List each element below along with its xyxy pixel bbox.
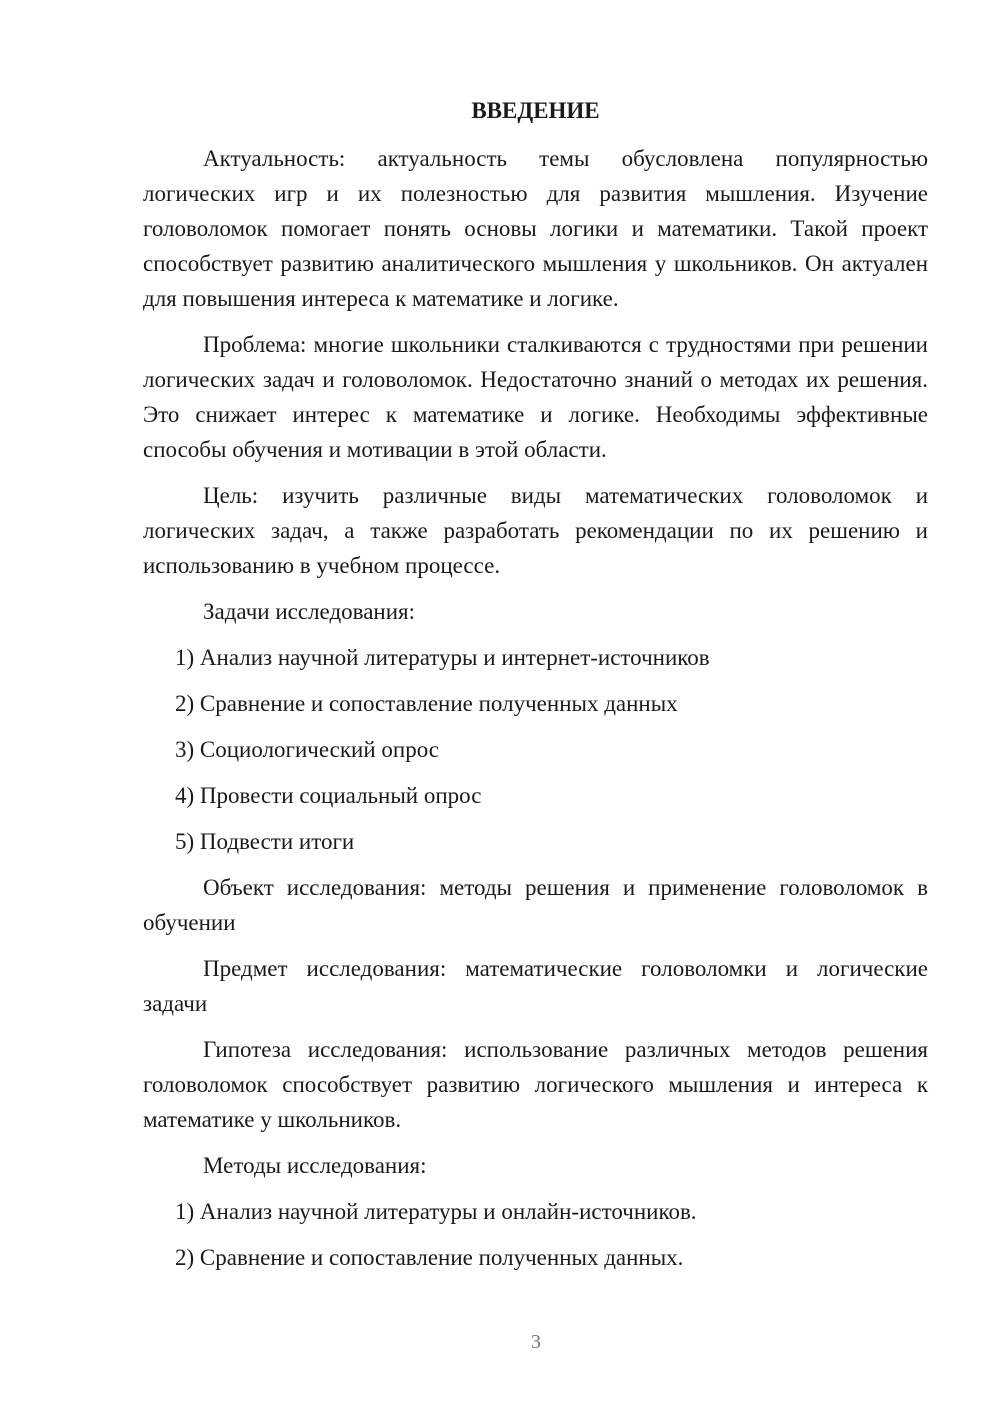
- page-number: 3: [531, 1331, 541, 1353]
- problem-paragraph: Проблема: многие школьники сталкиваются с трудностями при решении логических задач и головоломок. Недостаточно знаний о методах их решения. Это снижает интерес к математике и логике. Необходимы эффективные способы обучения и мотивации в этой области.: [143, 332, 928, 462]
- list-item: 4) Провести социальный опрос: [175, 783, 482, 808]
- methods-list: [143, 1194, 928, 1275]
- object-paragraph: Объект исследования: методы решения и применение головоломок в обучении: [143, 875, 928, 935]
- list-item: 2) Сравнение и сопоставление полученных данных.: [175, 1245, 684, 1270]
- tasks-list: [143, 640, 928, 859]
- section-title: ВВЕДЕНИЕ: [471, 98, 600, 123]
- goal-paragraph: Цель: изучить различные виды математических головоломок и логических задач, а также разработать рекомендации по их решению и использованию в учебном процессе.: [143, 483, 928, 578]
- methods-label: Методы исследования:: [203, 1153, 427, 1178]
- tasks-label: Задачи исследования:: [203, 599, 416, 624]
- hypothesis-paragraph: Гипотеза исследования: использование различных методов решения головоломок способствует развитию логического мышления и интереса к математике у школьников.: [143, 1037, 928, 1132]
- subject-paragraph: Предмет исследования: математические головоломки и логические задачи: [143, 956, 928, 1016]
- list-item: 2) Сравнение и сопоставление полученных данных: [175, 691, 678, 716]
- list-item: 5) Подвести итоги: [175, 829, 355, 854]
- list-item: 3) Социологический опрос: [175, 737, 439, 762]
- list-item: 1) Анализ научной литературы и интернет-источников: [175, 645, 710, 670]
- page-content: [143, 93, 928, 1286]
- list-item: 1) Анализ научной литературы и онлайн-источников.: [175, 1199, 697, 1224]
- relevance-paragraph: Актуальность: актуальность темы обусловлена популярностью логических игр и их полезностью для развития мышления. Изучение головоломок помогает понять основы логики и математики. Такой проект способствует развитию аналитического мышления у школьников. Он актуален для повышения интереса к математике и логике.: [143, 146, 928, 311]
